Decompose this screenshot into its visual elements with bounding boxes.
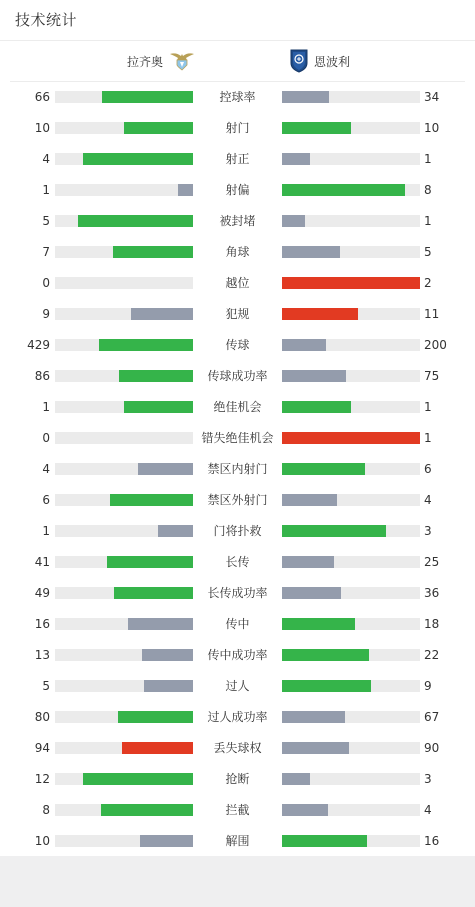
home-value: 5 bbox=[42, 679, 50, 693]
home-bar-track bbox=[55, 215, 193, 227]
stat-row bbox=[0, 174, 475, 205]
stat-row bbox=[0, 639, 475, 670]
away-bar-track bbox=[282, 91, 420, 103]
away-bar-track bbox=[282, 618, 420, 630]
home-bar-fill bbox=[110, 494, 193, 506]
away-bar-track bbox=[282, 277, 420, 289]
home-bar-track bbox=[55, 463, 193, 475]
away-value: 1 bbox=[424, 431, 432, 445]
away-bar-track bbox=[282, 556, 420, 568]
title-bar bbox=[0, 0, 475, 41]
away-value: 16 bbox=[424, 834, 440, 848]
home-value: 16 bbox=[34, 617, 50, 631]
home-value: 12 bbox=[34, 772, 50, 786]
home-team-name: 拉齐奥 bbox=[126, 54, 163, 69]
stat-row bbox=[0, 794, 475, 825]
away-value: 5 bbox=[424, 245, 432, 259]
stat-row bbox=[0, 267, 475, 298]
away-bar-fill bbox=[282, 277, 420, 289]
stat-label: 传球 bbox=[225, 338, 250, 352]
home-bar-fill bbox=[78, 215, 193, 227]
away-bar-fill bbox=[282, 711, 345, 723]
away-value: 18 bbox=[424, 617, 440, 631]
home-value: 41 bbox=[34, 555, 50, 569]
away-bar-fill bbox=[282, 835, 367, 847]
home-bar-fill bbox=[83, 773, 193, 785]
home-team[interactable] bbox=[127, 50, 195, 72]
away-bar-track bbox=[282, 153, 420, 165]
away-bar-track bbox=[282, 308, 420, 320]
away-bar-track bbox=[282, 587, 420, 599]
away-bar-track bbox=[282, 494, 420, 506]
home-value: 13 bbox=[34, 648, 50, 662]
away-bar-track bbox=[282, 432, 420, 444]
away-bar-fill bbox=[282, 618, 355, 630]
home-bar-fill bbox=[124, 122, 193, 134]
stat-label: 长传成功率 bbox=[207, 586, 268, 600]
home-value: 1 bbox=[42, 400, 50, 414]
stat-label: 角球 bbox=[225, 245, 250, 259]
stat-label: 错失绝佳机会 bbox=[201, 431, 274, 445]
home-bar-track bbox=[55, 680, 193, 692]
stat-row bbox=[0, 763, 475, 794]
home-bar-fill bbox=[114, 587, 193, 599]
away-value: 4 bbox=[424, 803, 432, 817]
away-bar-fill bbox=[282, 91, 329, 103]
away-bar-fill bbox=[282, 587, 341, 599]
stat-row bbox=[0, 608, 475, 639]
home-bar-track bbox=[55, 339, 193, 351]
stat-row bbox=[0, 205, 475, 236]
stat-row bbox=[0, 732, 475, 763]
away-value: 4 bbox=[424, 493, 432, 507]
stats-list bbox=[0, 81, 475, 856]
away-value: 6 bbox=[424, 462, 432, 476]
home-bar-fill bbox=[128, 618, 193, 630]
away-bar-track bbox=[282, 339, 420, 351]
away-bar-fill bbox=[282, 773, 310, 785]
stat-row bbox=[0, 391, 475, 422]
stat-label: 拦截 bbox=[225, 803, 250, 817]
home-value: 429 bbox=[27, 338, 50, 352]
away-bar-track bbox=[282, 122, 420, 134]
away-value: 3 bbox=[424, 524, 432, 538]
stat-label: 犯规 bbox=[225, 307, 250, 321]
home-value: 80 bbox=[34, 710, 50, 724]
away-bar-track bbox=[282, 215, 420, 227]
away-bar-fill bbox=[282, 804, 328, 816]
home-bar-fill bbox=[102, 91, 193, 103]
home-value: 6 bbox=[42, 493, 50, 507]
away-bar-track bbox=[282, 742, 420, 754]
away-bar-fill bbox=[282, 556, 334, 568]
stat-label: 射正 bbox=[225, 152, 250, 166]
home-bar-track bbox=[55, 91, 193, 103]
away-value: 3 bbox=[424, 772, 432, 786]
stat-label: 抢断 bbox=[225, 772, 250, 786]
home-bar-fill bbox=[122, 742, 193, 754]
home-value: 4 bbox=[42, 152, 50, 166]
page-title: 技术统计 bbox=[15, 11, 78, 29]
away-bar-fill bbox=[282, 649, 369, 661]
home-bar-fill bbox=[144, 680, 193, 692]
away-value: 67 bbox=[424, 710, 440, 724]
stat-label: 射偏 bbox=[225, 183, 250, 197]
home-value: 0 bbox=[42, 431, 50, 445]
home-bar-track bbox=[55, 370, 193, 382]
stat-row bbox=[0, 360, 475, 391]
home-bar-fill bbox=[158, 525, 193, 537]
away-value: 9 bbox=[424, 679, 432, 693]
away-bar-track bbox=[282, 246, 420, 258]
home-bar-fill bbox=[124, 401, 193, 413]
stat-row bbox=[0, 329, 475, 360]
away-value: 1 bbox=[424, 214, 432, 228]
home-bar-fill bbox=[138, 463, 193, 475]
stat-row bbox=[0, 825, 475, 856]
away-value: 34 bbox=[424, 90, 440, 104]
away-bar-fill bbox=[282, 401, 351, 413]
away-bar-fill bbox=[282, 308, 358, 320]
home-value: 10 bbox=[34, 121, 50, 135]
home-bar-track bbox=[55, 184, 193, 196]
stat-row bbox=[0, 484, 475, 515]
home-bar-fill bbox=[142, 649, 193, 661]
home-value: 4 bbox=[42, 462, 50, 476]
lazio-eagle-crest-icon bbox=[169, 51, 195, 71]
home-bar-track bbox=[55, 308, 193, 320]
home-bar-fill bbox=[83, 153, 193, 165]
away-bar-track bbox=[282, 184, 420, 196]
home-bar-track bbox=[55, 742, 193, 754]
stat-label: 被封堵 bbox=[219, 214, 256, 228]
home-value: 1 bbox=[42, 183, 50, 197]
home-value: 10 bbox=[34, 834, 50, 848]
away-bar-fill bbox=[282, 122, 351, 134]
stat-row bbox=[0, 670, 475, 701]
home-bar-track bbox=[55, 711, 193, 723]
home-bar-track bbox=[55, 587, 193, 599]
away-bar-fill bbox=[282, 525, 386, 537]
home-bar-track bbox=[55, 525, 193, 537]
away-value: 10 bbox=[424, 121, 440, 135]
home-value: 86 bbox=[34, 369, 50, 383]
home-bar-track bbox=[55, 432, 193, 444]
home-bar-fill bbox=[131, 308, 193, 320]
home-bar-fill bbox=[178, 184, 193, 196]
home-bar-track bbox=[55, 618, 193, 630]
away-bar-track bbox=[282, 804, 420, 816]
home-value: 49 bbox=[34, 586, 50, 600]
home-value: 0 bbox=[42, 276, 50, 290]
home-bar-fill bbox=[101, 804, 193, 816]
stat-row bbox=[0, 701, 475, 732]
away-value: 25 bbox=[424, 555, 440, 569]
stat-row bbox=[0, 422, 475, 453]
stat-row bbox=[0, 112, 475, 143]
stat-label: 过人 bbox=[225, 679, 250, 693]
away-bar-track bbox=[282, 649, 420, 661]
stat-label: 丢失球权 bbox=[213, 741, 262, 755]
home-bar-fill bbox=[119, 370, 193, 382]
home-bar-track bbox=[55, 773, 193, 785]
away-value: 90 bbox=[424, 741, 440, 755]
home-bar-track bbox=[55, 649, 193, 661]
away-bar-track bbox=[282, 401, 420, 413]
stat-row bbox=[0, 453, 475, 484]
home-bar-track bbox=[55, 122, 193, 134]
home-bar-track bbox=[55, 153, 193, 165]
away-bar-track bbox=[282, 835, 420, 847]
away-value: 11 bbox=[424, 307, 440, 321]
stat-row bbox=[0, 515, 475, 546]
away-bar-fill bbox=[282, 494, 337, 506]
stat-label: 传球成功率 bbox=[207, 369, 268, 383]
away-bar-fill bbox=[282, 246, 340, 258]
stat-row bbox=[0, 143, 475, 174]
stat-label: 传中 bbox=[225, 617, 250, 631]
away-team[interactable] bbox=[289, 49, 350, 73]
away-value: 200 bbox=[424, 338, 447, 352]
home-bar-track bbox=[55, 401, 193, 413]
stat-label: 越位 bbox=[225, 276, 250, 290]
away-value: 75 bbox=[424, 369, 440, 383]
away-value: 1 bbox=[424, 152, 432, 166]
home-bar-fill bbox=[118, 711, 193, 723]
stat-label: 绝佳机会 bbox=[213, 400, 262, 414]
home-value: 9 bbox=[42, 307, 50, 321]
home-bar-fill bbox=[99, 339, 193, 351]
stat-label: 长传 bbox=[225, 555, 250, 569]
away-bar-fill bbox=[282, 680, 371, 692]
away-value: 22 bbox=[424, 648, 440, 662]
stat-row bbox=[0, 81, 475, 112]
home-bar-track bbox=[55, 835, 193, 847]
home-bar-fill bbox=[113, 246, 193, 258]
stat-label: 禁区内射门 bbox=[207, 462, 268, 476]
away-bar-fill bbox=[282, 339, 326, 351]
away-bar-track bbox=[282, 773, 420, 785]
home-value: 5 bbox=[42, 214, 50, 228]
home-bar-track bbox=[55, 277, 193, 289]
home-bar-fill bbox=[140, 835, 193, 847]
stat-row bbox=[0, 298, 475, 329]
away-bar-track bbox=[282, 463, 420, 475]
away-bar-fill bbox=[282, 215, 305, 227]
home-value: 94 bbox=[34, 741, 50, 755]
away-bar-fill bbox=[282, 184, 405, 196]
stat-row bbox=[0, 546, 475, 577]
away-bar-track bbox=[282, 525, 420, 537]
home-value: 8 bbox=[42, 803, 50, 817]
home-bar-track bbox=[55, 246, 193, 258]
empoli-shield-crest-icon bbox=[289, 49, 309, 73]
home-value: 7 bbox=[42, 245, 50, 259]
home-bar-track bbox=[55, 494, 193, 506]
away-bar-fill bbox=[282, 153, 310, 165]
home-value: 1 bbox=[42, 524, 50, 538]
away-value: 2 bbox=[424, 276, 432, 290]
away-bar-track bbox=[282, 680, 420, 692]
stat-label: 过人成功率 bbox=[207, 710, 268, 724]
home-bar-track bbox=[55, 804, 193, 816]
away-team-name: 恩波利 bbox=[314, 54, 351, 69]
home-bar-fill bbox=[107, 556, 193, 568]
away-bar-fill bbox=[282, 463, 365, 475]
away-bar-fill bbox=[282, 742, 349, 754]
away-bar-track bbox=[282, 370, 420, 382]
stat-label: 禁区外射门 bbox=[207, 493, 268, 507]
stat-label: 控球率 bbox=[219, 90, 256, 104]
team-header bbox=[10, 41, 465, 82]
away-bar-track bbox=[282, 711, 420, 723]
home-bar-track bbox=[55, 556, 193, 568]
stat-label: 射门 bbox=[225, 121, 250, 135]
away-value: 8 bbox=[424, 183, 432, 197]
away-value: 36 bbox=[424, 586, 440, 600]
stat-label: 传中成功率 bbox=[207, 648, 268, 662]
stat-label: 门将扑救 bbox=[213, 524, 262, 538]
away-value: 1 bbox=[424, 400, 432, 414]
away-bar-fill bbox=[282, 370, 346, 382]
stat-row bbox=[0, 236, 475, 267]
stat-label: 解围 bbox=[225, 834, 250, 848]
away-bar-fill bbox=[282, 432, 420, 444]
stat-row bbox=[0, 577, 475, 608]
home-value: 66 bbox=[34, 90, 50, 104]
